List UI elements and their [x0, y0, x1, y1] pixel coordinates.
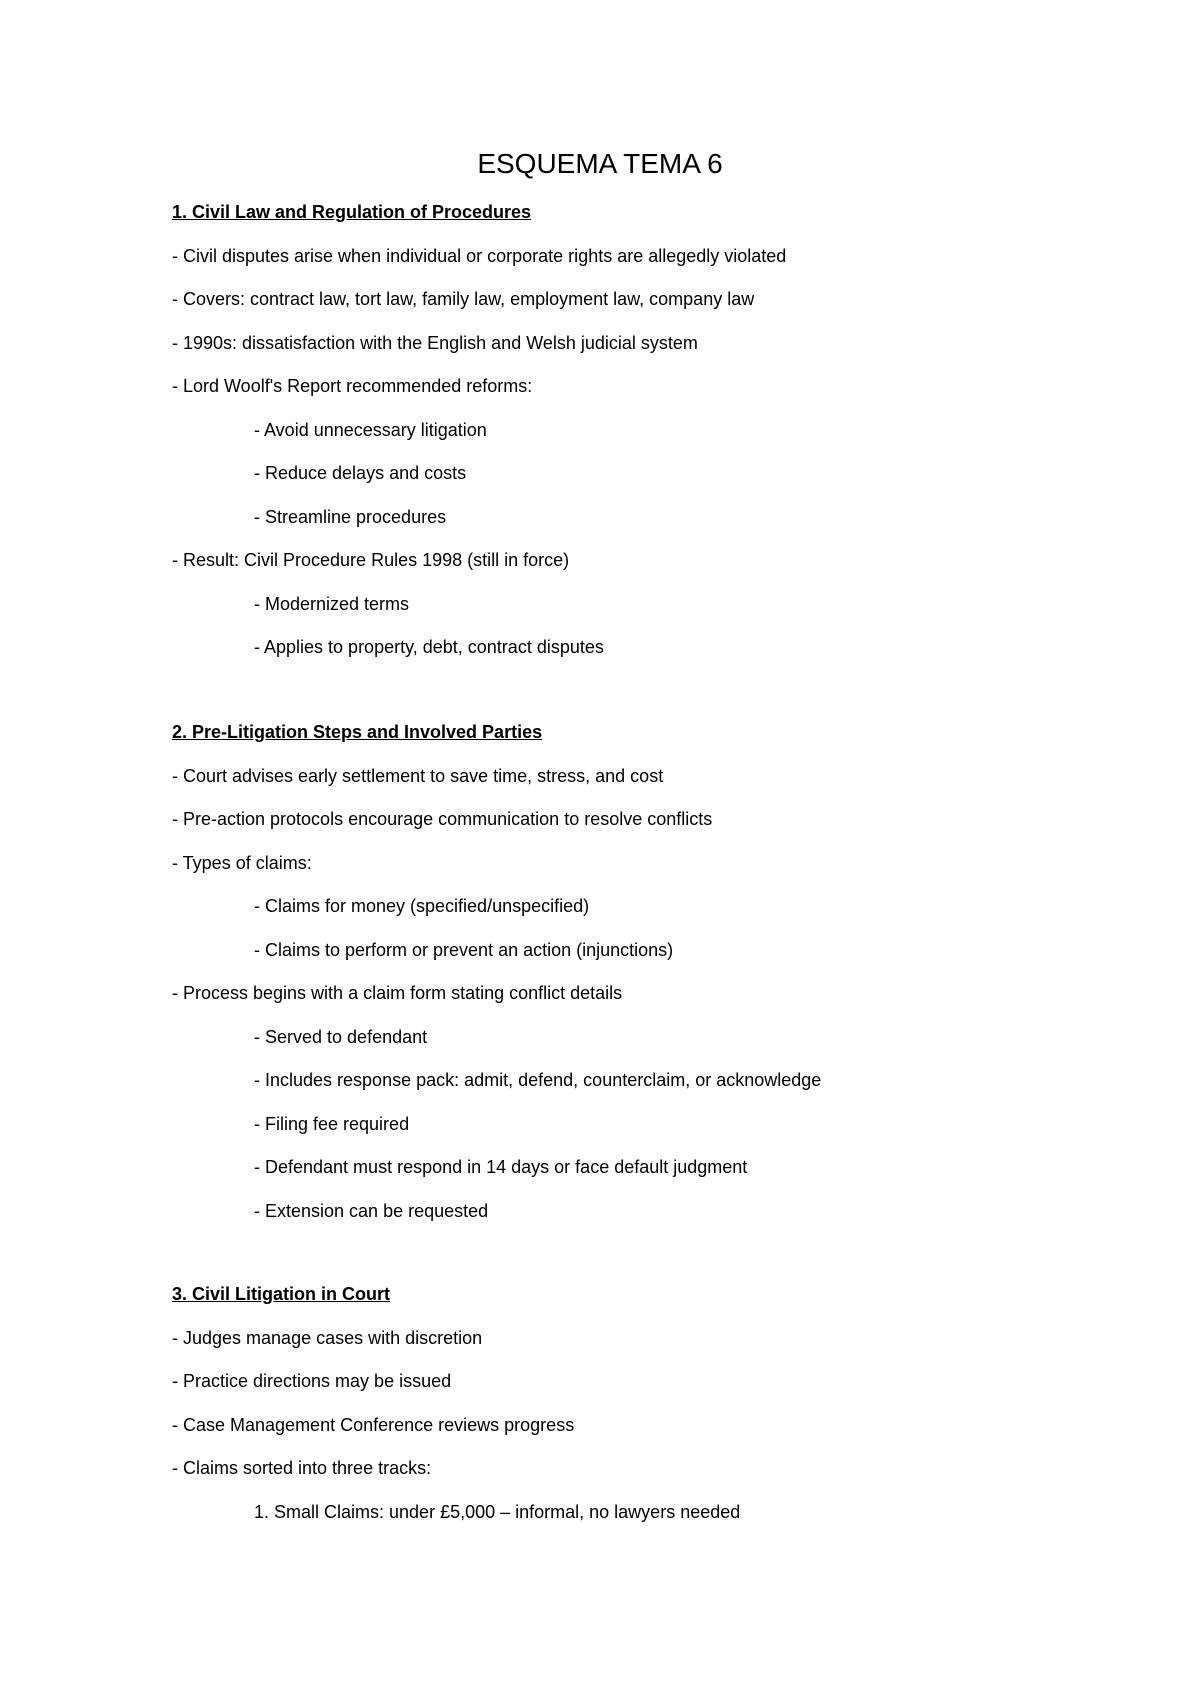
section-heading: 3. Civil Litigation in Court	[172, 1284, 390, 1304]
sub-bullet-line: - Applies to property, debt, contract disputes	[254, 637, 604, 657]
section-heading: 1. Civil Law and Regulation of Procedures	[172, 202, 532, 222]
document-title: ESQUEMA TEMA 6	[477, 148, 723, 179]
section-civil-litigation	[172, 1282, 1112, 1543]
section-pre-litigation	[172, 720, 1112, 1242]
bullet-line: - Court advises early settlement to save time, stress, and cost	[172, 765, 664, 786]
bullet-line: - Result: Civil Procedure Rules 1998 (still in force)	[172, 550, 570, 570]
bullet-line: - Practice directions may be issued	[172, 1371, 452, 1391]
sub-bullet-line: - Filing fee required	[254, 1113, 410, 1134]
sub-bullet-line: - Served to defendant	[254, 1026, 428, 1047]
sub-bullet-line: - Avoid unnecessary litigation	[254, 419, 487, 440]
sub-bullet-line: - Defendant must respond in 14 days or face default judgment	[254, 1157, 748, 1177]
bullet-line: - Judges manage cases with discretion	[172, 1327, 483, 1348]
sub-bullet-line: - Claims to perform or prevent an action (injunctions)	[254, 939, 674, 960]
bullet-line: - Claims sorted into three tracks:	[172, 1458, 432, 1478]
bullet-line: - Civil disputes arise when individual or corporate rights are allegedly violated	[172, 245, 787, 266]
numbered-line: 1. Small Claims: under £5,000 – informal, no lawyers needed	[254, 1501, 741, 1522]
sub-bullet-line: - Streamline procedures	[254, 506, 447, 527]
bullet-line: - Types of claims:	[172, 852, 312, 873]
bullet-line: - Lord Woolf's Report recommended reforms:	[172, 376, 533, 396]
sub-bullet-line: - Modernized terms	[254, 593, 410, 614]
sub-bullet-line: - Includes response pack: admit, defend, counterclaim, or acknowledge	[254, 1070, 822, 1090]
bullet-line: - Case Management Conference reviews progress	[172, 1414, 575, 1435]
sub-bullet-line: - Extension can be requested	[254, 1200, 489, 1221]
bullet-line: - Pre-action protocols encourage communication to resolve conflicts	[172, 809, 713, 829]
bullet-line: - Covers: contract law, tort law, family law, employment law, company law	[172, 289, 755, 309]
sub-bullet-line: - Claims for money (specified/unspecified)	[254, 896, 590, 916]
bullet-line: - Process begins with a claim form stating conflict details	[172, 983, 623, 1003]
section-civil-law	[172, 200, 1112, 679]
section-heading: 2. Pre-Litigation Steps and Involved Parties	[172, 722, 543, 742]
bullet-line: - 1990s: dissatisfaction with the English and Welsh judicial system	[172, 332, 698, 353]
sub-bullet-line: - Reduce delays and costs	[254, 463, 467, 483]
